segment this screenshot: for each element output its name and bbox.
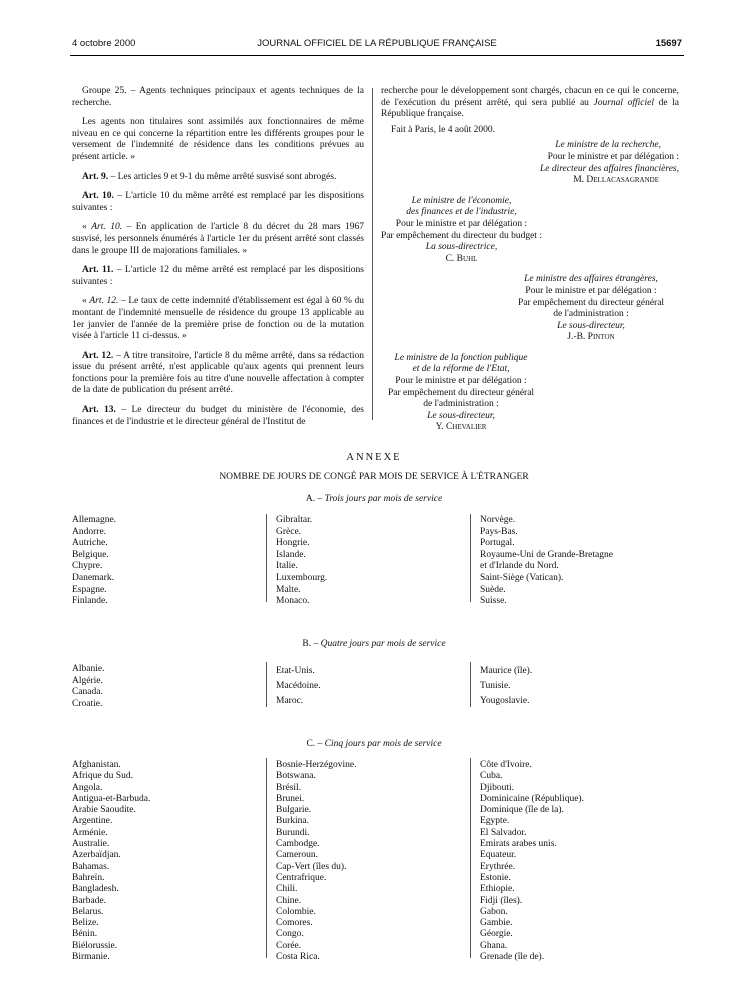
article-11-quote (72, 296, 364, 342)
signatory-name: J.-B. Pinton (567, 332, 615, 343)
country-item: Costa Rica. (276, 952, 320, 963)
country-item: Equateur. (480, 850, 517, 861)
country-item: Pays-Bas. (480, 526, 518, 537)
country-item: Monaco. (276, 596, 310, 607)
section-c-col1 (72, 760, 150, 963)
country-item: Fidji (îles). (480, 895, 523, 906)
paragraph-group25: Groupe 25. – Agents techniques principaux et agents techniques de la recherche. (72, 86, 364, 108)
section-b-title (0, 639, 748, 649)
header-title: JOURNAL OFFICIEL DE LA RÉPUBLIQUE FRANÇAISE (257, 38, 497, 49)
country-item: Congo. (276, 929, 304, 940)
header-rule (70, 55, 684, 56)
section-label: Quatre jours par mois de service (320, 639, 446, 649)
country-item: Barbade. (72, 895, 107, 906)
country-item: Danemark. (72, 572, 114, 583)
article-10-quote-text: – En application de l'article 8 du décret du 28 mars 1967 susvisé, les personnels énumérés à l'article 1er du présent arrêté sont classés dans le groupe III de majorations familiales. » (72, 222, 365, 256)
country-item: Islande. (276, 549, 306, 560)
signature-recherche (381, 140, 679, 186)
country-item: Cuba. (480, 771, 503, 782)
country-item: Belgique. (72, 549, 109, 560)
country-item: Gibraltar. (276, 515, 313, 525)
country-item: Côte d'Ivoire. (480, 760, 532, 770)
country-item: Belarus. (72, 906, 104, 917)
signature-line: de l'administration : (423, 399, 499, 410)
country-item: Birmanie. (72, 952, 110, 963)
country-item: Burkina. (276, 816, 309, 827)
execution-paragraph (381, 86, 679, 121)
signature-fonction-publique (371, 353, 551, 434)
section-letter: B. – (302, 639, 321, 649)
country-item: Saint-Siège (Vatican). (480, 572, 564, 583)
signature-line: Le directeur des affaires financières, (539, 163, 679, 174)
country-item: Biélorussie. (72, 940, 118, 951)
country-item: Egypte. (480, 816, 510, 827)
country-item: Grèce. (276, 526, 302, 537)
article-13 (72, 405, 364, 428)
country-item: Brésil. (276, 782, 302, 793)
country-item: Antigua-et-Barbuda. (72, 793, 151, 804)
country-item: Portugal. (480, 538, 515, 549)
signature-line: et de la réforme de l'Etat, (412, 364, 510, 375)
country-item: Luxembourg. (276, 572, 328, 583)
signature-line: Par empêchement du directeur général (387, 387, 535, 398)
journal-officiel-text: Journal officiel (593, 97, 655, 108)
article-12-text: – A titre transitoire, l'article 8 du même arrêté, dans sa rédaction issue du présent arrêté, n'est applicable qu'aux agents qui prennent leurs fonctions pour la première fois au titre d'une nouvelle affectation à compter de la date de publication du présent arrêté. (72, 350, 364, 396)
section-c-col3 (480, 760, 584, 963)
article-9-text: – Les articles 9 et 9-1 du même arrêté susvisé sont abrogés. (108, 171, 337, 182)
signatory-name: C. Buhl (445, 253, 478, 264)
section-letter: A. – (305, 494, 325, 504)
country-item: Chili. (276, 884, 298, 895)
country-item: Bulgarie. (276, 805, 312, 816)
country-item: Bahreïn. (72, 872, 105, 883)
signature-line: Le ministre de l'économie, (411, 195, 512, 206)
country-item: Brunei. (276, 793, 305, 804)
country-item: Andorre. (72, 526, 107, 537)
annex-subtitle: NOMBRE DE JOURS DE CONGÉ PAR MOIS DE SERVICE À L'ÉTRANGER (219, 472, 529, 482)
header-page-number: 15697 (655, 38, 682, 49)
article-11-text: – L'article 12 du même arrêté est remplacé par les dispositions suivantes : (72, 265, 364, 287)
country-item: Estonie. (480, 872, 511, 883)
country-item: Colombie. (276, 906, 316, 917)
country-item: Dominique (île de la). (480, 805, 564, 816)
country-item: Cameroun. (276, 850, 318, 861)
article-10 (72, 191, 364, 214)
country-item: Italie. (276, 561, 298, 572)
article-12 (72, 351, 364, 397)
right-column (381, 86, 679, 434)
header-date: 4 octobre 2000 (72, 38, 136, 49)
column-divider (266, 514, 267, 602)
signature-line: Pour le ministre et par délégation : (395, 218, 528, 229)
signature-line: Le sous-directeur, (427, 410, 495, 421)
article-9 (72, 172, 364, 184)
country-item: Erythrée. (480, 861, 516, 872)
country-item: Finlande. (72, 596, 108, 607)
country-item: Arabie Saoudite. (72, 805, 136, 816)
country-item: Emirats arabes unis. (480, 839, 557, 850)
signature-affaires-etrangeres (496, 274, 686, 344)
section-a-col2 (276, 515, 327, 608)
left-column (72, 86, 364, 436)
signature-line: de l'administration : (553, 309, 629, 320)
country-item: Bénin. (72, 929, 98, 940)
fait-a-paris: Fait à Paris, le 4 août 2000. (391, 124, 495, 135)
country-item: Ghana. (480, 940, 508, 951)
country-item: Azerbaïdjan. (72, 850, 121, 861)
section-a-col1 (72, 515, 116, 608)
section-a-col3 (480, 515, 613, 608)
article-11-quote-number: Art. 12. (89, 296, 119, 307)
article-11-quote-text: – Le taux de cette indemnité d'établissement est égal à 60 % du montant de l'indemnité mensuelle de résidence du groupe 13 applicable au 1er janvier de l'année de la première prise de fonction ou de la mutation visée à l'article 11 ci-dessus. » (72, 296, 365, 342)
signature-line: des finances et de l'industrie, (406, 207, 517, 218)
signature-line: Pour le ministre et par délégation : (525, 285, 657, 296)
signature-line: La sous-directrice, (425, 242, 498, 253)
article-10-text: – L'article 10 du même arrêté est remplacé par les dispositions suivantes : (72, 191, 364, 213)
country-item: Maurice (île). (480, 666, 533, 676)
article-10-quote-number: Art. 10. (91, 222, 123, 233)
country-item: Arménie. (72, 827, 108, 838)
quote-open: « (82, 222, 92, 233)
country-item: Ethiopie. (480, 884, 515, 895)
country-item: Botswana. (276, 771, 316, 782)
execution-text-a: recherche pour le développement sont chargés, chacun en ce qui le concerne, de l'exécution du présent arrêté, qui sera publié au (381, 86, 679, 108)
signature-line: Le ministre de la fonction publique (394, 352, 528, 363)
signature-economie (369, 196, 554, 266)
signature-line: Le ministre des affaires étrangères, (524, 274, 658, 285)
country-item: Belize. (72, 918, 99, 929)
section-c-title (0, 739, 748, 749)
signature-line: Le sous-directeur, (557, 320, 625, 331)
country-item: Maroc. (276, 696, 304, 706)
section-b-col2 (276, 664, 321, 709)
article-13-text: – Le directeur du budget du ministère de l'économie, des finances et de l'industrie et le directeur général de l'Institut de (72, 405, 364, 427)
execution-text-b: de la République française. (381, 97, 679, 120)
country-item: et d'Irlande du Nord. (480, 561, 559, 572)
column-divider (470, 758, 471, 958)
country-item: Gabon. (480, 906, 508, 917)
page-header (72, 38, 682, 52)
country-item: Espagne. (72, 584, 107, 595)
article-11 (72, 265, 364, 288)
country-item: Albanie. (72, 664, 105, 674)
country-item: Cambodge. (276, 839, 320, 850)
article-10-number: Art. 10. (82, 191, 114, 202)
signature-line: Pour le ministre et par délégation : (395, 376, 527, 387)
country-item: Angola. (72, 782, 103, 793)
column-divider (470, 514, 471, 602)
signature-line: Par empêchement du directeur général (517, 297, 665, 308)
country-item: Bahamas. (72, 861, 110, 872)
country-item: Cap-Vert (îles du). (276, 861, 347, 872)
country-item: Suisse. (480, 596, 507, 607)
country-item: Centrafrique. (276, 872, 327, 883)
article-13-number: Art. 13. (82, 405, 116, 416)
country-item: Tunisie. (480, 681, 511, 691)
country-item: Chine. (276, 895, 302, 906)
country-item: Etat-Unis. (276, 666, 315, 676)
signatory-name: Y. Chevalier (435, 422, 487, 433)
section-b-col3 (480, 664, 532, 709)
country-item: Hongrie. (276, 538, 310, 549)
country-item: Canada. (72, 687, 103, 698)
article-12-number: Art. 12. (82, 350, 114, 361)
country-item: El Salvador. (480, 827, 527, 838)
article-9-number: Art. 9. (82, 171, 109, 182)
country-item: Gambie. (480, 918, 513, 929)
country-item: Chypre. (72, 561, 103, 572)
article-10-quote (72, 222, 364, 257)
country-item: Malte. (276, 584, 301, 595)
country-item: Argentine. (72, 816, 113, 827)
country-item: Norvège. (480, 515, 516, 525)
country-item: Macédoine. (276, 681, 321, 691)
country-item: Comores. (276, 918, 313, 929)
quote-open: « (82, 296, 90, 307)
paragraph-non-titulaires: Les agents non titulaires sont assimilés aux fonctionnaires de même niveau en ce qui concerne la répartition entre les différents groupes pour le versement de l'indemnité de résidence dans les conditions prévues au présent article. » (72, 117, 364, 162)
country-item: Afrique du Sud. (72, 771, 133, 782)
country-item: Grenade (île de). (480, 952, 545, 963)
section-letter: C. – (306, 739, 325, 749)
country-item: Géorgie. (480, 929, 513, 940)
country-item: Suède. (480, 584, 506, 595)
country-item: Corée. (276, 940, 302, 951)
article-11-number: Art. 11. (82, 265, 114, 276)
country-item: Autriche. (72, 538, 108, 549)
country-item: Allemagne. (72, 515, 117, 525)
section-a-title (0, 494, 748, 504)
column-divider (266, 662, 267, 707)
signatory-name: M. Dellacasagrande (573, 175, 659, 186)
signature-line: Par empêchement du directeur du budget : (381, 230, 542, 241)
country-item: Algérie. (72, 675, 103, 686)
annex-title: ANNEXE (346, 452, 402, 463)
country-item: Australie. (72, 839, 110, 850)
signature-line: Le ministre de la recherche, (555, 140, 661, 151)
column-divider (470, 662, 471, 707)
country-item: Royaume-Uni de Grande-Bretagne (480, 549, 613, 560)
country-item: Afghanistan. (72, 760, 121, 770)
section-label: Cinq jours par mois de service (324, 739, 442, 749)
country-item: Burundi. (276, 827, 310, 838)
country-item: Bangladesh. (72, 884, 119, 895)
country-item: Croatie. (72, 698, 103, 709)
country-item: Djibouti. (480, 782, 515, 793)
signature-line: Pour le ministre et par délégation : (547, 151, 679, 162)
country-item: Bosnie-Herzégovine. (276, 760, 357, 770)
country-item: Dominicaine (République). (480, 793, 584, 804)
section-c-col2 (276, 760, 356, 963)
section-b-col1 (72, 664, 104, 710)
country-item: Yougoslavie. (480, 696, 530, 706)
column-divider (266, 758, 267, 958)
section-label: Trois jours par mois de service (324, 494, 443, 504)
